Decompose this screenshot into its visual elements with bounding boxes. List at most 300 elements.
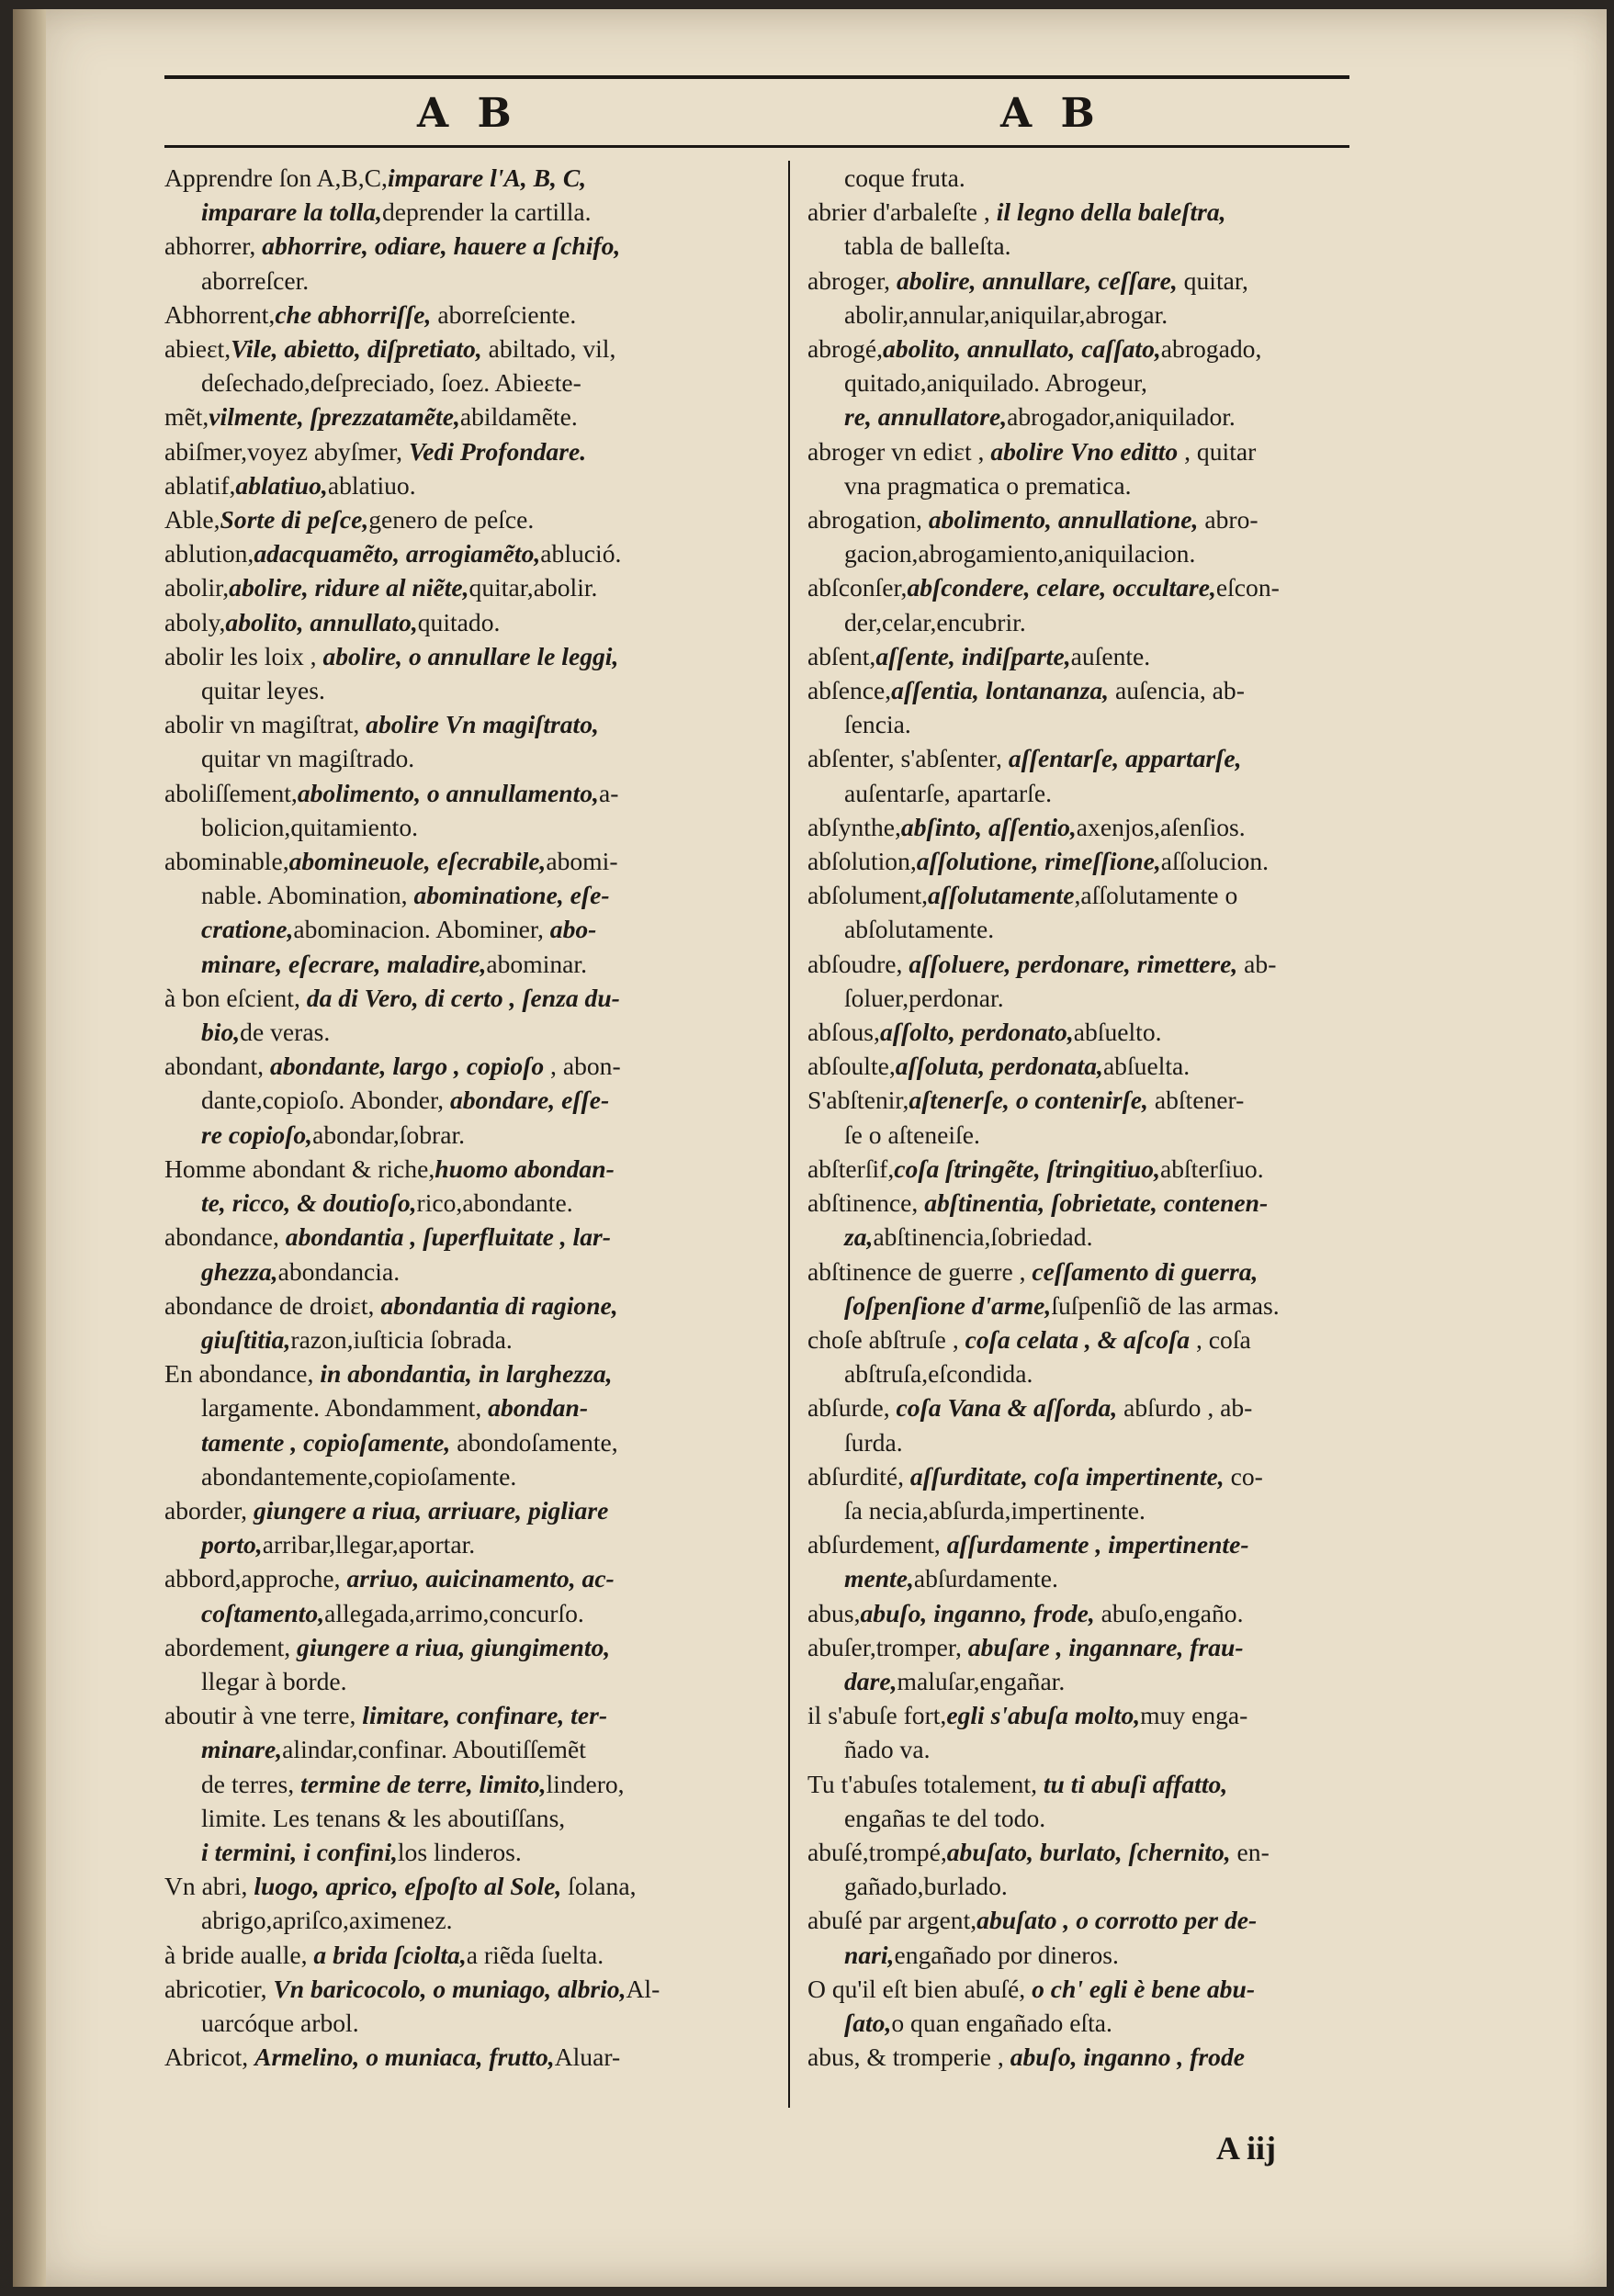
spanish-gloss: ,aſſolutamente o — [1074, 881, 1238, 910]
dictionary-line — [807, 981, 1441, 1015]
spanish-gloss: aborreſcer. — [201, 265, 310, 295]
dictionary-line — [807, 1869, 1441, 1903]
spanish-gloss: engañado por dineros. — [894, 1940, 1119, 1969]
headword: abſterſif, — [807, 1154, 895, 1183]
dictionary-line — [164, 1322, 789, 1356]
italian-gloss: abolire, ridure al niẽte, — [229, 573, 469, 602]
headword: abricotier, — [164, 1974, 274, 2003]
dictionary-line — [164, 570, 789, 604]
dictionary-line — [164, 1972, 789, 2006]
dictionary-line — [164, 1152, 789, 1186]
spanish-gloss: ſuſpenſiõ de las armas. — [1051, 1290, 1280, 1320]
italian-gloss: coſa celata , & aſcoſa — [965, 1324, 1191, 1354]
dictionary-line — [164, 1596, 789, 1630]
headword: aborder, — [164, 1495, 254, 1525]
headword: ablution, — [164, 539, 254, 568]
dictionary-line — [807, 1425, 1441, 1459]
spanish-gloss: arribar,llegar,aportar. — [262, 1530, 476, 1559]
spanish-gloss: ſolana, — [561, 1872, 637, 1901]
page-gutter — [13, 9, 46, 2287]
spanish-gloss: engañas te del todo. — [844, 1803, 1046, 1832]
italian-gloss: aſſentarſe, appartarſe, — [1008, 744, 1242, 773]
italian-gloss: re, annullatore, — [844, 402, 1008, 432]
dictionary-line — [807, 1220, 1441, 1254]
spanish-gloss: de veras. — [240, 1018, 331, 1047]
headword: aboutir à vne terre, — [164, 1701, 363, 1730]
spanish-gloss: ſurda. — [844, 1427, 903, 1457]
dictionary-line — [807, 366, 1441, 400]
italian-gloss: a brida ſciolta, — [313, 1940, 467, 1969]
dictionary-line — [807, 912, 1441, 946]
italian-gloss: abondantia di ragione, — [380, 1290, 618, 1320]
headword: choſe abſtruſe , — [807, 1324, 965, 1354]
dictionary-line — [164, 1289, 789, 1322]
italian-gloss: vilmente, ſprezzatamẽte, — [209, 402, 460, 432]
spanish-gloss: Aluar- — [554, 2043, 621, 2072]
spanish-gloss: a- — [598, 778, 619, 807]
italian-gloss: te, ricco, & doutioſo, — [201, 1188, 417, 1218]
spanish-gloss: maluſar,engañar. — [897, 1666, 1066, 1695]
dictionary-line — [164, 673, 789, 707]
spanish-gloss: Al- — [626, 1974, 660, 2003]
italian-gloss: imparare la tolla, — [201, 197, 382, 227]
dictionary-line — [164, 468, 789, 502]
dictionary-line — [164, 1425, 789, 1459]
italian-gloss: aſſolutione, rimeſſione, — [916, 847, 1161, 876]
spanish-gloss: allegada,arrimo,concurſo. — [324, 1598, 584, 1627]
spanish-gloss: eſcon- — [1215, 573, 1280, 602]
dictionary-line — [807, 434, 1441, 468]
spanish-gloss: auſente. — [1070, 641, 1151, 670]
headword: abſent, — [807, 641, 876, 670]
spanish-gloss: abſurdo , ab- — [1117, 1393, 1253, 1423]
spanish-gloss: deprender la cartilla. — [382, 197, 592, 227]
headword: abroger vn ediɛt , — [807, 436, 991, 466]
headword: abondance, — [164, 1222, 286, 1252]
spanish-gloss: auſencia, ab- — [1109, 676, 1245, 705]
dictionary-line — [164, 1664, 789, 1698]
italian-gloss: coſa ſtringẽte, ſtringitiuo, — [894, 1154, 1160, 1183]
dictionary-line — [164, 366, 789, 400]
dictionary-line — [807, 844, 1441, 878]
dictionary-line — [807, 332, 1441, 366]
dictionary-line — [807, 1596, 1441, 1630]
headword: abſurdement, — [807, 1530, 947, 1559]
spanish-gloss: rico,abondante. — [416, 1188, 573, 1218]
dictionary-line — [807, 1767, 1441, 1801]
dictionary-line — [807, 1083, 1441, 1117]
spanish-gloss: ſoluer,perdonar. — [844, 983, 1004, 1012]
spanish-gloss: abondantemente,copioſamente. — [201, 1461, 517, 1491]
dictionary-line — [164, 1015, 789, 1049]
dictionary-line — [164, 981, 789, 1015]
italian-gloss: o ch' egli è bene abu- — [1032, 1974, 1256, 2003]
dictionary-line — [807, 605, 1441, 639]
italian-gloss: ablatiuo, — [235, 470, 328, 500]
dictionary-line — [807, 1118, 1441, 1152]
dictionary-line — [807, 1938, 1441, 1972]
spanish-gloss: quitado. — [417, 607, 501, 636]
spanish-gloss: , coſa — [1190, 1324, 1251, 1354]
spanish-gloss: quitar vn magiſtrado. — [201, 744, 415, 773]
italian-gloss: bio, — [201, 1018, 241, 1047]
dictionary-line — [164, 2040, 789, 2074]
dictionary-line — [164, 707, 789, 741]
headword: S'abſtenir, — [807, 1086, 909, 1115]
headword: abſurde, — [807, 1393, 897, 1423]
spanish-gloss: , quitar — [1178, 436, 1257, 466]
dictionary-line — [807, 1255, 1441, 1289]
headword: abuſé par argent, — [807, 1906, 977, 1935]
dictionary-line — [164, 912, 789, 946]
spanish-gloss: auſentarſe, apartarſe. — [844, 778, 1052, 807]
spanish-gloss: abrogador,aniquilador. — [1007, 402, 1236, 432]
spanish-gloss: abſterſiuo. — [1159, 1154, 1264, 1183]
spanish-gloss: abolir,annular,aniquilar,abrogar. — [844, 299, 1168, 329]
headword: abſtinence de guerre , — [807, 1256, 1033, 1286]
italian-gloss: abolire, annullare, ceſſare, — [896, 265, 1178, 295]
dictionary-line — [807, 1356, 1441, 1390]
spanish-gloss: quitar leyes. — [201, 676, 325, 705]
italian-gloss: i termini, i confini, — [201, 1837, 398, 1866]
italian-gloss: imparare l'A, B, C, — [387, 163, 587, 192]
headword: Vn abri, — [164, 1872, 254, 1901]
headword: Apprendre ſon A,B,C, — [164, 163, 388, 192]
spanish-gloss: ñado va. — [844, 1735, 931, 1764]
spanish-gloss: abildamẽte. — [459, 402, 578, 432]
italian-gloss: aſſoluere, perdonare, rimettere, — [909, 949, 1238, 978]
headword: il s'abuſe fort, — [807, 1701, 947, 1730]
spanish-gloss: aſſolucion. — [1160, 847, 1270, 876]
italian-gloss: aſſurditate, coſa impertinente, — [909, 1461, 1225, 1491]
signature-mark: A iij — [1216, 2130, 1277, 2167]
dictionary-line — [164, 2006, 789, 2040]
spanish-gloss: alindar,confinar. Aboutiſſemẽt — [282, 1735, 586, 1764]
headword: abhorrer, — [164, 231, 263, 261]
dictionary-line — [164, 810, 789, 844]
dictionary-line — [807, 264, 1441, 298]
spanish-gloss: der,celar,encubrir. — [844, 607, 1026, 636]
dictionary-line — [164, 264, 789, 298]
italian-gloss: nari, — [844, 1940, 895, 1969]
italian-gloss: Vedi Profondare. — [408, 436, 587, 466]
italian-gloss: abuſato , o corrotto per de- — [976, 1906, 1258, 1935]
dictionary-line — [807, 776, 1441, 810]
italian-gloss: abhorrire, odiare, hauere a ſchifo, — [262, 231, 621, 261]
dictionary-line — [807, 707, 1441, 741]
dictionary-line — [164, 1493, 789, 1527]
dictionary-line — [164, 1767, 789, 1801]
headword: abuſé,trompé, — [807, 1837, 947, 1866]
headword: abordement, — [164, 1632, 298, 1661]
running-head-left: A B — [417, 90, 519, 137]
headword: abſous, — [807, 1018, 880, 1047]
italian-gloss: aſſente, indiſparte, — [875, 641, 1071, 670]
italian-gloss: giungere a riua, arriuare, pigliare — [253, 1495, 609, 1525]
dictionary-line — [807, 1972, 1441, 2006]
spanish-gloss: abondancia. — [277, 1256, 401, 1286]
spanish-gloss: de terres, — [201, 1769, 301, 1798]
italian-gloss: abondantia , ſuperfluitate , lar- — [285, 1222, 611, 1252]
italian-gloss: abuſo, inganno, frode, — [860, 1598, 1095, 1627]
headword: abondant, — [164, 1052, 270, 1081]
spanish-gloss: abominacion. Abominer, — [293, 915, 550, 944]
dictionary-line — [807, 1390, 1441, 1424]
italian-gloss: abuſato, burlato, ſchernito, — [946, 1837, 1231, 1866]
italian-gloss: abuſare , ingannare, frau- — [967, 1632, 1244, 1661]
italian-gloss: abolire, o annullare le leggi, — [322, 641, 619, 670]
dictionary-line — [807, 1903, 1441, 1937]
italian-gloss: minare, — [201, 1735, 283, 1764]
headword: abolir, — [164, 573, 230, 602]
italian-gloss: adacquamẽto, arrogiamẽto, — [254, 539, 541, 568]
spanish-gloss: genero de peſce. — [368, 505, 535, 535]
spanish-gloss: abrigo,apriſco,aximenez. — [201, 1906, 453, 1935]
spanish-gloss: uarcóque arbol. — [201, 2008, 359, 2037]
italian-gloss: dare, — [844, 1666, 897, 1695]
dictionary-line — [164, 536, 789, 570]
italian-gloss: abolito, annullato, — [225, 607, 418, 636]
dictionary-line — [164, 1186, 789, 1220]
spanish-gloss: ſa necia,abſurda,impertinente. — [844, 1495, 1146, 1525]
spanish-gloss: abſtruſa,eſcondida. — [844, 1359, 1033, 1389]
spanish-gloss: llegar à borde. — [201, 1666, 347, 1695]
dictionary-line — [807, 1698, 1441, 1732]
spanish-gloss: axenjos,aſenſios. — [1076, 812, 1246, 841]
dictionary-line — [807, 1015, 1441, 1049]
dictionary-line — [164, 298, 789, 332]
dictionary-line — [807, 1049, 1441, 1083]
dictionary-line — [164, 1220, 789, 1254]
headword: à bride aualle, — [164, 1940, 314, 1969]
italian-gloss: huomo abondan- — [435, 1154, 615, 1183]
italian-gloss: termine de terre, limito, — [300, 1769, 547, 1798]
headword: aboliſſement, — [164, 778, 298, 807]
italian-gloss: za, — [844, 1222, 874, 1252]
dictionary-line — [164, 1903, 789, 1937]
italian-gloss: tu ti abuſi affatto, — [1043, 1769, 1228, 1798]
spanish-gloss: abſuelto. — [1073, 1018, 1162, 1047]
dictionary-line — [164, 776, 789, 810]
italian-gloss: luogo, aprico, eſpoſto al Sole, — [254, 1872, 562, 1901]
headword: aboly, — [164, 607, 226, 636]
spanish-gloss: gañado,burlado. — [844, 1872, 1008, 1901]
spanish-gloss: ab- — [1237, 949, 1277, 978]
dictionary-line — [164, 195, 789, 229]
dictionary-line — [807, 1801, 1441, 1835]
italian-gloss: ſato, — [844, 2008, 892, 2037]
dictionary-line — [807, 2040, 1441, 2074]
headword: mẽt, — [164, 402, 209, 432]
spanish-gloss: abondoſamente, — [450, 1427, 618, 1457]
italian-gloss: egli s'abuſa molto, — [946, 1701, 1141, 1730]
dictionary-line — [807, 639, 1441, 673]
headword: à bon eſcient, — [164, 983, 307, 1012]
spanish-gloss: abiltado, vil, — [481, 334, 616, 364]
italian-gloss: Vn baricocolo, o muniago, albrio, — [273, 1974, 626, 2003]
dictionary-line — [164, 400, 789, 433]
dictionary-line — [807, 1152, 1441, 1186]
headword: O qu'il eſt bien abuſé, — [807, 1974, 1033, 2003]
spanish-gloss: abominar. — [486, 949, 587, 978]
italian-gloss: re copioſo, — [201, 1120, 313, 1149]
italian-gloss: il legno della baleſtra, — [996, 197, 1226, 227]
dictionary-line — [164, 1083, 789, 1117]
italian-gloss: abſcondere, celare, occultare, — [907, 573, 1216, 602]
dictionary-line — [807, 1493, 1441, 1527]
header-rule-top — [164, 75, 1349, 79]
dictionary-line — [807, 229, 1441, 263]
dictionary-line — [807, 195, 1441, 229]
italian-gloss: ſoſpenſione d'arme, — [844, 1290, 1052, 1320]
italian-gloss: aſſurdamente , impertinente- — [946, 1530, 1249, 1559]
dictionary-line — [164, 947, 789, 981]
spanish-gloss: abſtinencia,ſobriedad. — [873, 1222, 1093, 1252]
spanish-gloss: ablatiuo. — [327, 470, 416, 500]
headword: abrier d'arbaleſte , — [807, 197, 997, 227]
italian-gloss: ceſſamento di guerra, — [1032, 1256, 1258, 1286]
headword: abolir vn magiſtrat, — [164, 710, 367, 739]
italian-gloss: abolimento, o annullamento, — [297, 778, 599, 807]
headword: abus, — [807, 1598, 861, 1627]
spanish-gloss: abſtener- — [1147, 1086, 1245, 1115]
italian-gloss: giungere a riua, giungimento, — [297, 1632, 611, 1661]
headword: abbord,approche, — [164, 1564, 347, 1593]
spanish-gloss: nable. Abomination, — [201, 881, 414, 910]
spanish-gloss: abondar,ſobrar. — [312, 1120, 466, 1149]
book-page — [13, 9, 1607, 2287]
headword: abrogé, — [807, 334, 883, 364]
headword: abſolution, — [807, 847, 917, 876]
dictionary-line — [164, 1118, 789, 1152]
dictionary-line — [807, 878, 1441, 912]
spanish-gloss: tabla de balleſta. — [844, 231, 1011, 261]
dictionary-line — [807, 400, 1441, 433]
dictionary-line — [164, 1049, 789, 1083]
dictionary-line — [164, 1255, 789, 1289]
spanish-gloss: lindero, — [546, 1769, 625, 1798]
headword: abſenter, s'abſenter, — [807, 744, 1009, 773]
dictionary-line — [807, 1664, 1441, 1698]
dictionary-line — [807, 570, 1441, 604]
dictionary-line — [164, 605, 789, 639]
italian-gloss: abuſo, inganno , frode — [1010, 2043, 1245, 2072]
headword: abrogation, — [807, 505, 929, 535]
spanish-gloss: dante,copioſo. Abonder, — [201, 1086, 450, 1115]
italian-gloss: Armelino, o muniaca, frutto, — [254, 2043, 555, 2072]
dictionary-line — [807, 741, 1441, 775]
dictionary-line — [164, 1459, 789, 1493]
spanish-gloss: , abon- — [544, 1052, 621, 1081]
dictionary-line — [164, 639, 789, 673]
dictionary-line — [164, 229, 789, 263]
italian-gloss: minare, eſecrare, maladire, — [201, 949, 487, 978]
dictionary-line — [164, 1938, 789, 1972]
dictionary-line — [164, 1390, 789, 1424]
italian-gloss: da di Vero, di certo , ſenza du- — [306, 983, 620, 1012]
headword: En abondance, — [164, 1359, 321, 1389]
spanish-gloss: gacion,abrogamiento,aniquilacion. — [844, 539, 1196, 568]
headword: Homme abondant & riche, — [164, 1154, 435, 1183]
italian-gloss: abomineuole, eſecrabile, — [288, 847, 547, 876]
italian-gloss: coſa Vana & aſſorda, — [896, 1393, 1118, 1423]
spanish-gloss: abomi- — [546, 847, 618, 876]
italian-gloss: coſtamento, — [201, 1598, 325, 1627]
right-column — [807, 161, 1441, 2074]
spanish-gloss: limite. Les tenans & les aboutiſſans, — [201, 1803, 566, 1832]
headword: abſconſer, — [807, 573, 908, 602]
dictionary-line — [807, 2006, 1441, 2040]
headword: abſurdité, — [807, 1461, 910, 1491]
dictionary-line — [164, 878, 789, 912]
dictionary-line — [807, 1322, 1441, 1356]
dictionary-line — [164, 1801, 789, 1835]
italian-gloss: abondare, eſſe- — [449, 1086, 610, 1115]
headword: abus, & tromperie , — [807, 2043, 1010, 2072]
dictionary-line — [807, 1459, 1441, 1493]
dictionary-line — [807, 1835, 1441, 1869]
spanish-gloss: en- — [1230, 1837, 1270, 1866]
dictionary-line — [807, 298, 1441, 332]
italian-gloss: mente, — [844, 1564, 914, 1593]
headword: abominable, — [164, 847, 289, 876]
dictionary-line — [807, 1732, 1441, 1766]
spanish-gloss: quitar, — [1177, 265, 1248, 295]
headword: Able, — [164, 505, 220, 535]
dictionary-line — [807, 810, 1441, 844]
italian-gloss: cratione, — [201, 915, 294, 944]
dictionary-line — [164, 1732, 789, 1766]
spanish-gloss: largamente. Abondamment, — [201, 1393, 489, 1423]
spanish-gloss: ſe o aſteneiſe. — [844, 1120, 980, 1149]
spanish-gloss: abſuelta. — [1102, 1052, 1191, 1081]
spanish-gloss: abro- — [1198, 505, 1258, 535]
italian-gloss: in abondantia, in larghezza, — [320, 1359, 613, 1389]
dictionary-line — [807, 536, 1441, 570]
dictionary-line — [164, 1561, 789, 1595]
spanish-gloss: razon,iuſticia ſobrada. — [290, 1324, 513, 1354]
spanish-gloss: muy enga- — [1140, 1701, 1248, 1730]
italian-gloss: arriuo, auicinamento, ac- — [346, 1564, 615, 1593]
spanish-gloss: abrogado, — [1160, 334, 1262, 364]
dictionary-line — [807, 1630, 1441, 1664]
italian-gloss: che abhorriſſe, — [275, 299, 432, 329]
italian-gloss: aſſolutamente — [928, 881, 1075, 910]
italian-gloss: abominatione, eſe- — [413, 881, 610, 910]
dictionary-line — [164, 502, 789, 536]
headword: abſolument, — [807, 881, 929, 910]
header-rule-bottom — [164, 145, 1349, 148]
italian-gloss: abolire Vn magiſtrato, — [366, 710, 599, 739]
headword: abondance de droiɛt, — [164, 1290, 381, 1320]
spanish-gloss: ablució. — [540, 539, 622, 568]
spanish-gloss: deſechado,deſpreciado, ſoez. Abieɛte- — [201, 368, 581, 398]
italian-gloss: aſtenerſe, o contenirſe, — [909, 1086, 1148, 1115]
headword: abſtinence, — [807, 1188, 925, 1218]
spanish-gloss: coque fruta. — [844, 163, 965, 192]
headword: abſoudre, — [807, 949, 909, 978]
italian-gloss: abolimento, annullatione, — [928, 505, 1199, 535]
headword: ablatif, — [164, 470, 236, 500]
italian-gloss: limitare, confinare, ter- — [362, 1701, 608, 1730]
dictionary-line — [164, 1869, 789, 1903]
italian-gloss: ghezza, — [201, 1256, 278, 1286]
headword: abieɛt, — [164, 334, 231, 364]
dictionary-line — [164, 161, 789, 195]
dictionary-line — [807, 947, 1441, 981]
dictionary-line — [164, 741, 789, 775]
dictionary-line — [807, 468, 1441, 502]
